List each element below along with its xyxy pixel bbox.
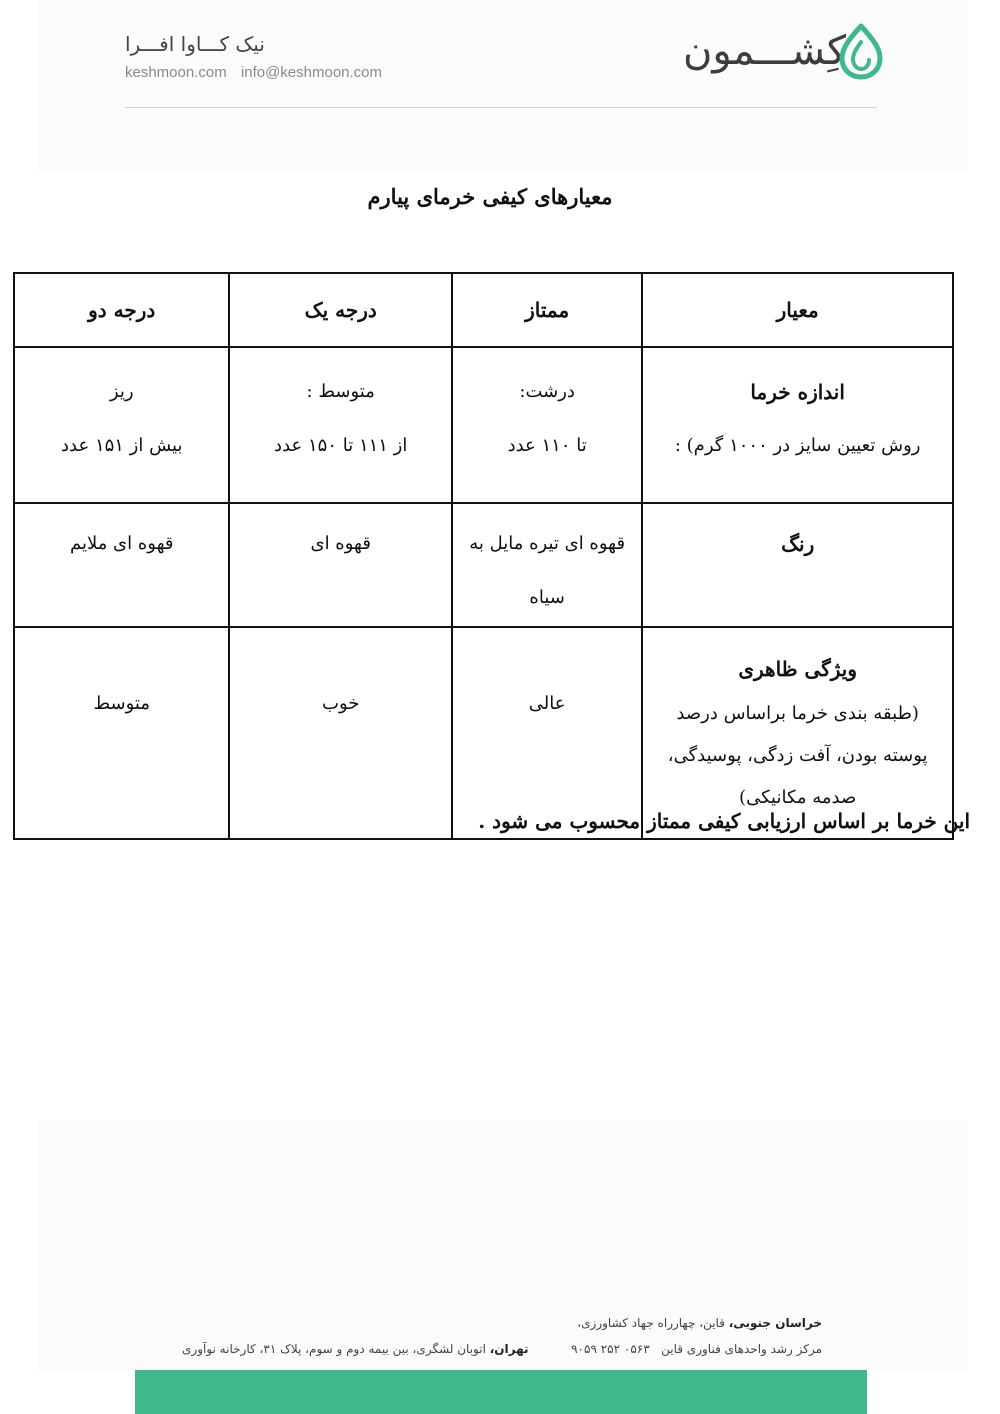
cell-text: متوسط :: [306, 381, 375, 402]
cell-text: از ۱۱۱ تا ۱۵۰ عدد: [274, 435, 408, 456]
header-divider: [125, 107, 877, 108]
tehran-address-label: تهران،: [489, 1342, 529, 1356]
table-row: [14, 503, 953, 627]
cell-text: عالی: [528, 693, 566, 714]
grade-one-cell: [229, 347, 451, 503]
column-header: درجه یک: [229, 273, 451, 347]
quality-criteria-table: [13, 272, 954, 840]
document-title: معیارهای کیفی خرمای پیارم: [367, 184, 613, 209]
cell-text: قهوه ای ملایم: [69, 533, 174, 554]
south-address-text: قاین، چهارراه جهاد کشاورزی،: [577, 1316, 729, 1330]
website-link[interactable]: keshmoon.com: [125, 64, 227, 81]
drop-logo-icon: [836, 22, 886, 80]
south-center-text: مرکز رشد واحدهای فناوری قاین: [661, 1342, 822, 1356]
grade-two-cell: [14, 347, 229, 503]
grade-two-cell: [14, 627, 229, 839]
excellent-cell: [452, 347, 642, 503]
grade-two-cell: [14, 503, 229, 627]
column-header: معیار: [642, 273, 953, 347]
criterion-label: رنگ: [781, 532, 815, 556]
header-band: [38, 0, 968, 170]
cell-text: درشت:: [519, 381, 575, 402]
cell-text: قهوه ای تیره مایل به سیاه: [469, 533, 626, 608]
brand-name: کِشـــمون: [683, 28, 847, 74]
cell-text: قهوه ای: [310, 533, 371, 554]
criterion-note: (طبقه بندی خرما براساس درصد پوسته بودن، آفت زدگی، پوسیدگی، صدمه مکانیکی): [667, 703, 928, 808]
column-header: درجه دو: [14, 273, 229, 347]
criterion-cell: [642, 627, 953, 839]
table-row: [14, 627, 953, 839]
criterion-label: ویژگی ظاهری: [738, 657, 857, 681]
south-center-line: [571, 1342, 822, 1356]
grade-one-cell: [229, 627, 451, 839]
south-address: [577, 1316, 822, 1330]
criterion-cell: [642, 347, 953, 503]
tehran-address: [182, 1342, 529, 1356]
criterion-cell: [642, 503, 953, 627]
criterion-label: اندازه خرما: [750, 380, 845, 404]
criterion-note: روش تعیین سایز در ۱۰۰۰ گرم) :: [674, 435, 921, 456]
cell-text: متوسط: [93, 693, 151, 714]
table-row: [14, 347, 953, 503]
excellent-cell: [452, 503, 642, 627]
company-contacts: [125, 64, 392, 81]
south-address-label: خراسان جنوبی،: [728, 1316, 822, 1330]
cell-text: بیش از ۱۵۱ عدد: [61, 435, 183, 456]
tehran-address-text: اتوبان لشگری، بین بیمه دوم و سوم، پلاک ۳۱، کارخانه نوآوری: [182, 1342, 490, 1356]
footer-accent-bar: [135, 1370, 867, 1414]
cell-text: ریز: [109, 381, 134, 402]
cell-text: خوب: [322, 693, 360, 714]
excellent-cell: [452, 627, 642, 839]
conclusion-text: این خرما بر اساس ارزیابی کیفی ممتاز محسوب می شود .: [478, 809, 970, 833]
phone-number: ۰۵۶۳ ۲۵۲ ۹۰۵۹: [571, 1342, 650, 1356]
column-header: ممتاز: [452, 273, 642, 347]
grade-one-cell: [229, 503, 451, 627]
table-header-row: [14, 273, 953, 347]
footer-band: [38, 1120, 968, 1370]
company-name: نیک کـــاوا افـــرا: [125, 32, 265, 56]
email-link[interactable]: info@keshmoon.com: [240, 64, 383, 81]
cell-text: تا ۱۱۰ عدد: [507, 435, 587, 456]
